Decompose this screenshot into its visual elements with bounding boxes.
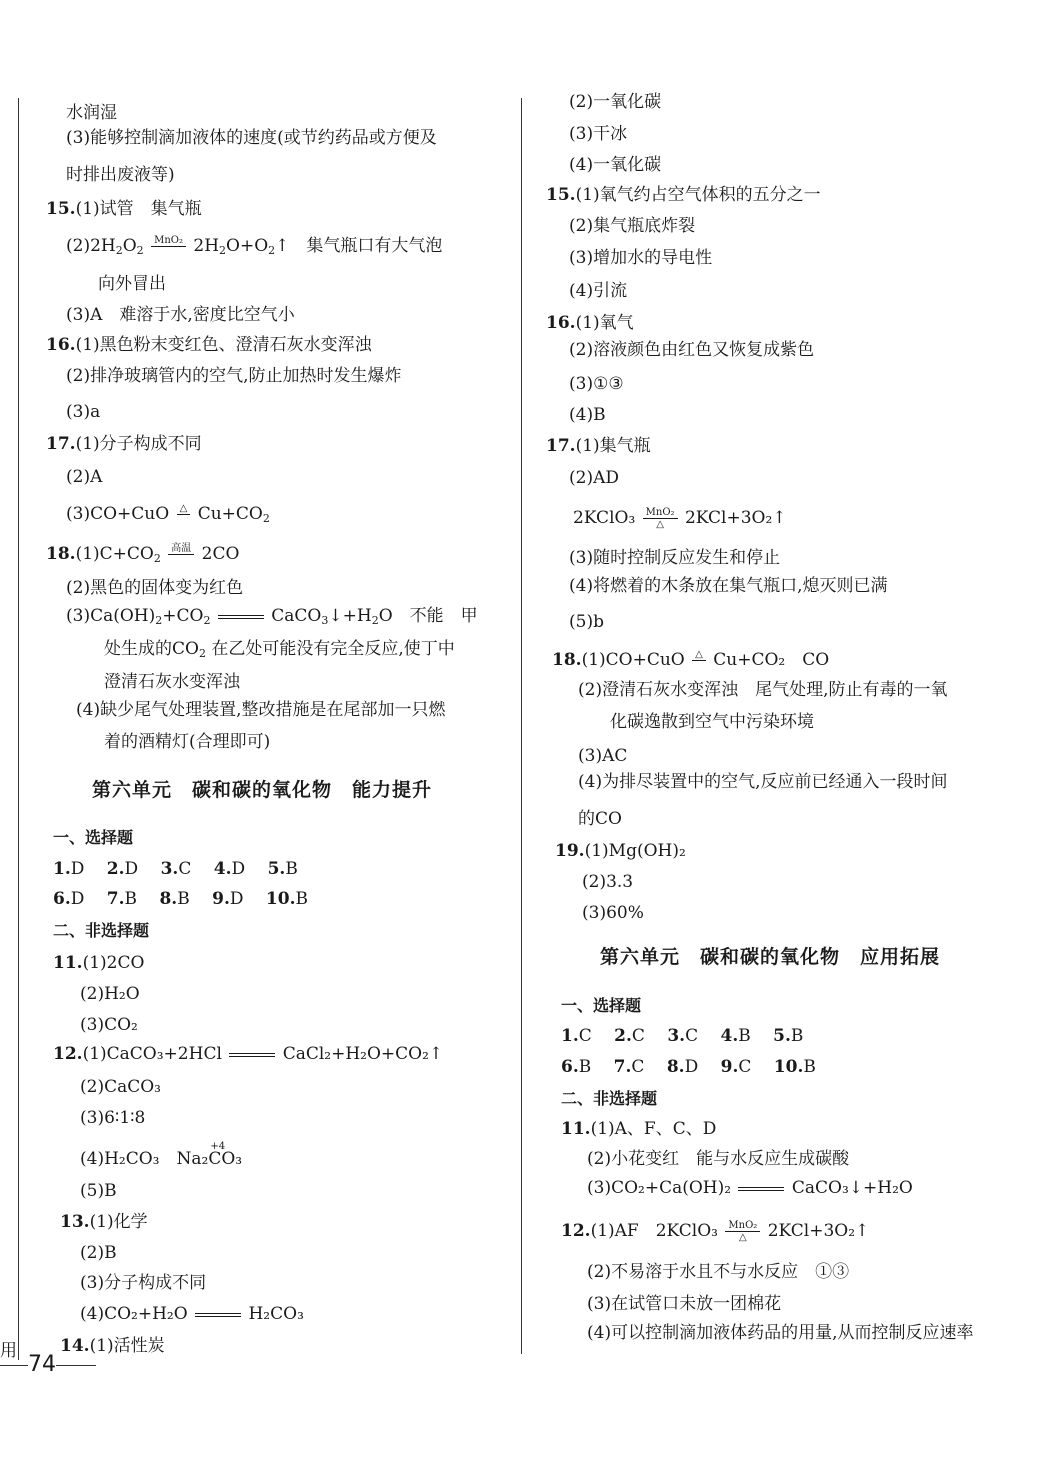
equation-line: (3)CO₂+Ca(OH)₂ CaCO₃↓+H₂O bbox=[587, 1178, 913, 1198]
equation-line: (3)CO+CuO △ $Cu+CO_2$ bbox=[66, 503, 270, 525]
text-line: 化碳逸散到空气中污染环境 bbox=[610, 712, 814, 732]
text-line: (3)A 难溶于水,密度比空气小 bbox=[66, 305, 295, 325]
question-17: 17.(1)集气瓶 bbox=[546, 436, 651, 456]
text-line: (2)3.3 bbox=[582, 872, 634, 892]
section-heading: 二、非选择题 bbox=[561, 1089, 658, 1108]
text-line: (2)不易溶于水且不与水反应 ①③ bbox=[587, 1262, 850, 1282]
equation-line: $(3)Ca(OH)_2+CO_2$ $CaCO_3↓+H_2O$ 不能 甲 bbox=[66, 606, 478, 627]
section-heading: 一、选择题 bbox=[53, 828, 134, 847]
text-line: 向外冒出 bbox=[98, 274, 166, 294]
question-15: 15.(1)氧气约占空气体积的五分之一 bbox=[546, 185, 821, 205]
question-15: 15.(1)试管 集气瓶 bbox=[46, 199, 202, 219]
section-heading: 二、非选择题 bbox=[53, 921, 150, 940]
text-line: 着的酒精灯(合理即可) bbox=[104, 732, 271, 752]
text-line: (2)A bbox=[66, 467, 103, 487]
text-line: (5)b bbox=[569, 612, 604, 632]
question-16: 16.(1)氧气 bbox=[546, 313, 634, 333]
text-line: (3)AC bbox=[578, 746, 628, 766]
mc-answers-row1: 1.C 2.C 3.C 4.B 5.B bbox=[561, 1026, 804, 1046]
text-line: (3)CO₂ bbox=[80, 1015, 138, 1035]
question-14: 14.(1)活性炭 bbox=[60, 1336, 165, 1356]
text-line: (4)缺少尾气处理装置,整改措施是在尾部加一只燃 bbox=[76, 700, 446, 720]
text-line: (3)能够控制滴加液体的速度(或节约药品或方便及 bbox=[66, 128, 437, 148]
equation-line: $(2)2H_2O_2$ MnO₂ $2H_2O+O_2↑$ 集气瓶口有大气泡 bbox=[66, 235, 443, 257]
text-line: (4)H₂CO₃ Na₂ +4 CO₃ bbox=[80, 1141, 243, 1169]
text-line: (2)排净玻璃管内的空气,防止加热时发生爆炸 bbox=[66, 366, 402, 386]
mc-answers-row2: 6.B 7.C 8.D 9.C 10.B bbox=[561, 1057, 816, 1077]
text-line: (4)引流 bbox=[569, 281, 628, 301]
question-13: 13.(1)化学 bbox=[60, 1212, 148, 1232]
text-line: 处生成的$CO_2$ 在乙处可能没有完全反应,使丁中 bbox=[104, 639, 455, 660]
text-line: (3)增加水的导电性 bbox=[569, 248, 713, 268]
text-line: (2)H₂O bbox=[80, 984, 140, 1004]
text-line: 的CO bbox=[578, 809, 622, 829]
text-line: (3)6∶1∶8 bbox=[80, 1108, 146, 1128]
text-line: 澄清石灰水变浑浊 bbox=[104, 672, 240, 692]
text-line: (3)分子构成不同 bbox=[80, 1273, 207, 1293]
text-line: (3)60% bbox=[582, 903, 644, 923]
text-line: (5)B bbox=[80, 1181, 117, 1201]
section-heading: 一、选择题 bbox=[561, 996, 642, 1015]
text-line: (2)小花变红 能与水反应生成碳酸 bbox=[587, 1149, 850, 1169]
text-line: (4)B bbox=[569, 405, 606, 425]
text-line: (2)澄清石灰水变浑浊 尾气处理,防止有毒的一氧 bbox=[578, 680, 948, 700]
text-line: (3)①③ bbox=[569, 374, 624, 394]
text-line: (3)随时控制反应发生和停止 bbox=[569, 548, 781, 568]
text-line: (2)黑色的固体变为红色 bbox=[66, 578, 244, 598]
unit-title-application: 第六单元 碳和碳的氧化物 应用拓展 bbox=[600, 946, 941, 968]
text-line: (3)a bbox=[66, 402, 101, 422]
text-line: (4)一氧化碳 bbox=[569, 155, 662, 175]
text-line: (4)为排尽装置中的空气,反应前已经通入一段时间 bbox=[578, 772, 948, 792]
equation-line: (4)CO₂+H₂O H₂CO₃ bbox=[80, 1304, 304, 1324]
text-line: (2)CaCO₃ bbox=[80, 1077, 161, 1097]
text-line: (2)AD bbox=[569, 468, 619, 488]
mc-answers-row2: 6.D 7.B 8.B 9.D 10.B bbox=[53, 889, 308, 909]
question-18: $18.(1)C+CO_2$ 高温 2CO bbox=[46, 543, 240, 565]
mc-answers-row1: 1.D 2.D 3.C 4.D 5.B bbox=[53, 859, 298, 879]
unit-title-ability: 第六单元 碳和碳的氧化物 能力提升 bbox=[92, 779, 433, 801]
question-12: 12.(1)CaCO₃+2HCl CaCl₂+H₂O+CO₂↑ bbox=[53, 1044, 444, 1064]
margin-fragment: 用 bbox=[0, 1341, 17, 1361]
text-line: (4)可以控制滴加液体药品的用量,从而控制反应速率 bbox=[587, 1323, 974, 1343]
question-11: 11.(1)A、F、C、D bbox=[561, 1119, 717, 1139]
text-line: (3)干冰 bbox=[569, 124, 628, 144]
question-16: 16.(1)黑色粉末变红色、澄清石灰水变浑浊 bbox=[46, 335, 372, 355]
page-number: 74 bbox=[0, 1352, 96, 1377]
column-divider bbox=[521, 98, 522, 1354]
question-17: 17.(1)分子构成不同 bbox=[46, 434, 202, 454]
question-19: 19.(1)Mg(OH)₂ bbox=[555, 841, 686, 861]
text-line: 水润湿 bbox=[66, 103, 117, 123]
text-line: (2)一氧化碳 bbox=[569, 92, 662, 112]
text-line: (2)溶液颜色由红色又恢复成紫色 bbox=[569, 340, 815, 360]
text-line: (4)将燃着的木条放在集气瓶口,熄灭则已满 bbox=[569, 576, 888, 596]
text-line: 时排出废液等) bbox=[66, 165, 175, 185]
text-line: (2)B bbox=[80, 1243, 117, 1263]
question-18: 18.(1)CO+CuO △ Cu+CO₂ CO bbox=[552, 649, 830, 670]
question-12: 12.(1)AF 2KClO₃ $\frac{\text{MnO₂}}{\triangle}$ 2KCl+3O₂↑ bbox=[561, 1220, 870, 1243]
text-line: (2)集气瓶底炸裂 bbox=[569, 216, 696, 236]
text-line: (3)在试管口未放一团棉花 bbox=[587, 1294, 782, 1314]
question-11: 11.(1)2CO bbox=[53, 953, 145, 973]
equation-line: 2KClO₃ $\frac{\text{MnO₂}}{\triangle}$ 2KCl+3O₂↑ bbox=[573, 507, 787, 530]
left-margin-rule bbox=[18, 98, 19, 1360]
